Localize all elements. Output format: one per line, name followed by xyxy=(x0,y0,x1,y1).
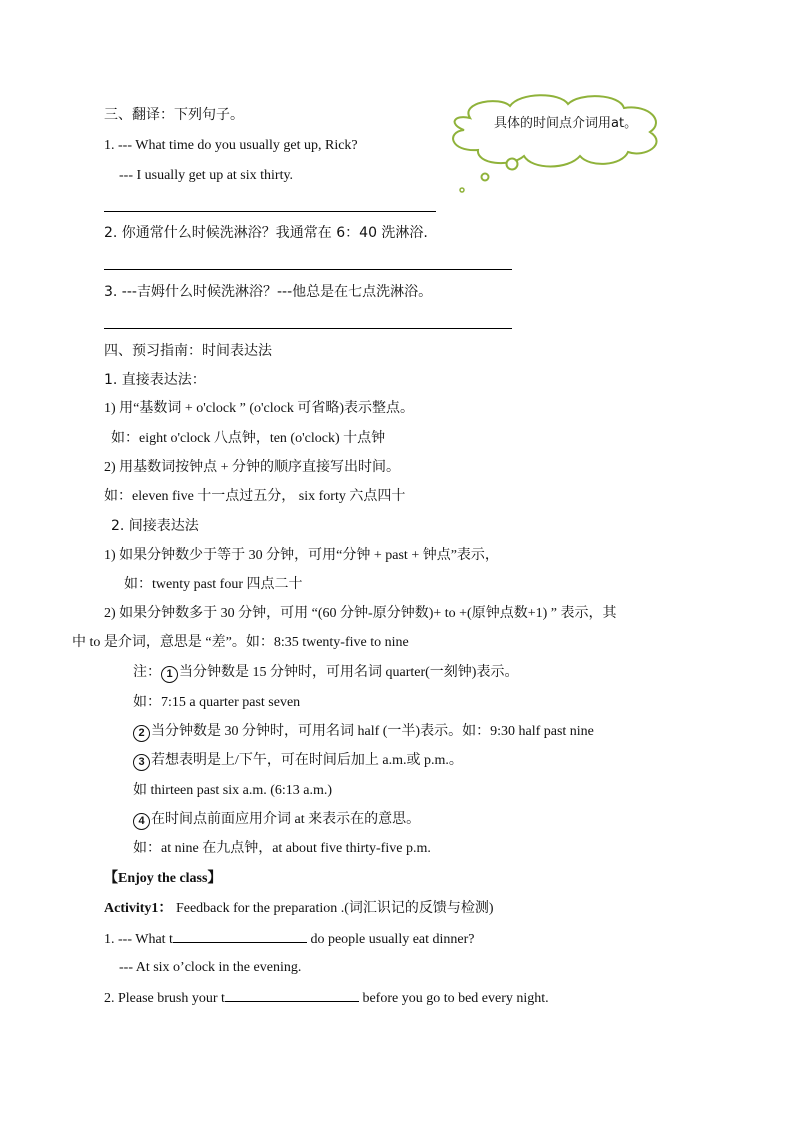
note4-text: 在时间点前面应用介词 at 来表示在的意思。 xyxy=(151,812,421,827)
note4-example: 如：at nine 在九点钟，at about five thirty-five p.m. xyxy=(133,841,431,856)
answer-line-1[interactable] xyxy=(104,211,436,212)
note3-text: 若想表明是上/下午，可在时间后加上 a.m.或 p.m.。 xyxy=(151,753,463,768)
cloud-note: 具体的时间点介词用at。 xyxy=(494,116,638,131)
q1-question: 1. --- What time do you usually get up, Rick? xyxy=(104,138,358,153)
enjoy-q1-suffix: do people usually eat dinner? xyxy=(306,932,475,947)
cloud-bubble-small xyxy=(460,188,464,192)
answer-line-2[interactable] xyxy=(104,269,512,270)
thought-cloud xyxy=(440,88,670,198)
method2-rule2-cont: 中 to 是介词，意思是 “差”。如：8:35 twenty-five to nine xyxy=(72,635,409,650)
method1-title: 1. 直接表达法： xyxy=(104,372,206,388)
enjoy-class-heading: 【Enjoy the class】 xyxy=(104,871,222,886)
enjoy-q2 xyxy=(104,988,549,1008)
method2-title: 2. 间接表达法 xyxy=(111,518,199,534)
answer-line-3[interactable] xyxy=(104,328,512,329)
method1-example2: 如：eleven five 十一点过五分， six forty 六点四十 xyxy=(104,489,406,504)
note1-text: 当分钟数是 15 分钟时，可用名词 quarter(一刻钟)表示。 xyxy=(179,665,519,680)
method1-example1: 如：eight o'clock 八点钟，ten (o'clock) 十点钟 xyxy=(111,431,386,446)
note2 xyxy=(133,723,594,742)
method2-rule1: 1) 如果分钟数少于等于 30 分钟，可用“分钟 + past + 钟点”表示， xyxy=(104,548,499,563)
method2-example1: 如：twenty past four 四点二十 xyxy=(124,577,303,592)
q3-text: 3. ---吉姆什么时候洗淋浴？---他总是在七点洗淋浴。 xyxy=(104,284,433,300)
circled-number-4: 4 xyxy=(133,813,150,830)
cloud-bubble-medium xyxy=(482,174,489,181)
method1-rule2: 2) 用基数词按钟点 + 分钟的顺序直接写出时间。 xyxy=(104,460,401,475)
enjoy-q2-blank[interactable] xyxy=(225,988,359,1002)
note3-example: 如 thirteen past six a.m. (6:13 a.m.) xyxy=(133,783,333,798)
circled-number-2: 2 xyxy=(133,725,150,742)
note3 xyxy=(133,752,463,771)
enjoy-q1-answer: --- At six o’clock in the evening. xyxy=(119,960,302,975)
method1-rule1: 1) 用“基数词 + o'clock ” (o'clock 可省略)表示整点。 xyxy=(104,401,414,416)
enjoy-q1-prefix: 1. --- What t xyxy=(104,932,173,947)
enjoy-q1 xyxy=(104,929,475,949)
section3-heading: 三、翻译：下列句子。 xyxy=(104,107,244,123)
enjoy-q2-suffix: before you go to bed every night. xyxy=(358,991,549,1006)
note2-text: 当分钟数是 30 分钟时，可用名词 half (一半)表示。如：9:30 half past nine xyxy=(151,724,594,739)
enjoy-q2-prefix: 2. Please brush your t xyxy=(104,991,225,1006)
method2-rule2: 2) 如果分钟数多于 30 分钟，可用 “(60 分钟-原分钟数)+ to +(原钟点数+1) ” 表示，其 xyxy=(104,606,617,621)
cloud-bubble-large xyxy=(507,159,518,170)
circled-number-3: 3 xyxy=(133,754,150,771)
activity1-label: Activity1： xyxy=(104,901,173,916)
activity1-line xyxy=(104,900,494,918)
activity1-text: Feedback for the preparation .(词汇识记的反馈与检测) xyxy=(172,901,494,916)
q1-answer: --- I usually get up at six thirty. xyxy=(119,168,294,183)
note-prefix: 注： xyxy=(133,665,161,680)
circled-number-1: 1 xyxy=(161,666,178,683)
note1 xyxy=(133,664,518,683)
q2-text: 2. 你通常什么时候洗淋浴？我通常在 6：40 洗淋浴. xyxy=(104,225,428,241)
enjoy-q1-blank[interactable] xyxy=(173,929,307,943)
note1-example: 如：7:15 a quarter past seven xyxy=(133,695,301,710)
note4 xyxy=(133,811,420,830)
section4-heading: 四、预习指南：时间表达法 xyxy=(104,343,272,359)
